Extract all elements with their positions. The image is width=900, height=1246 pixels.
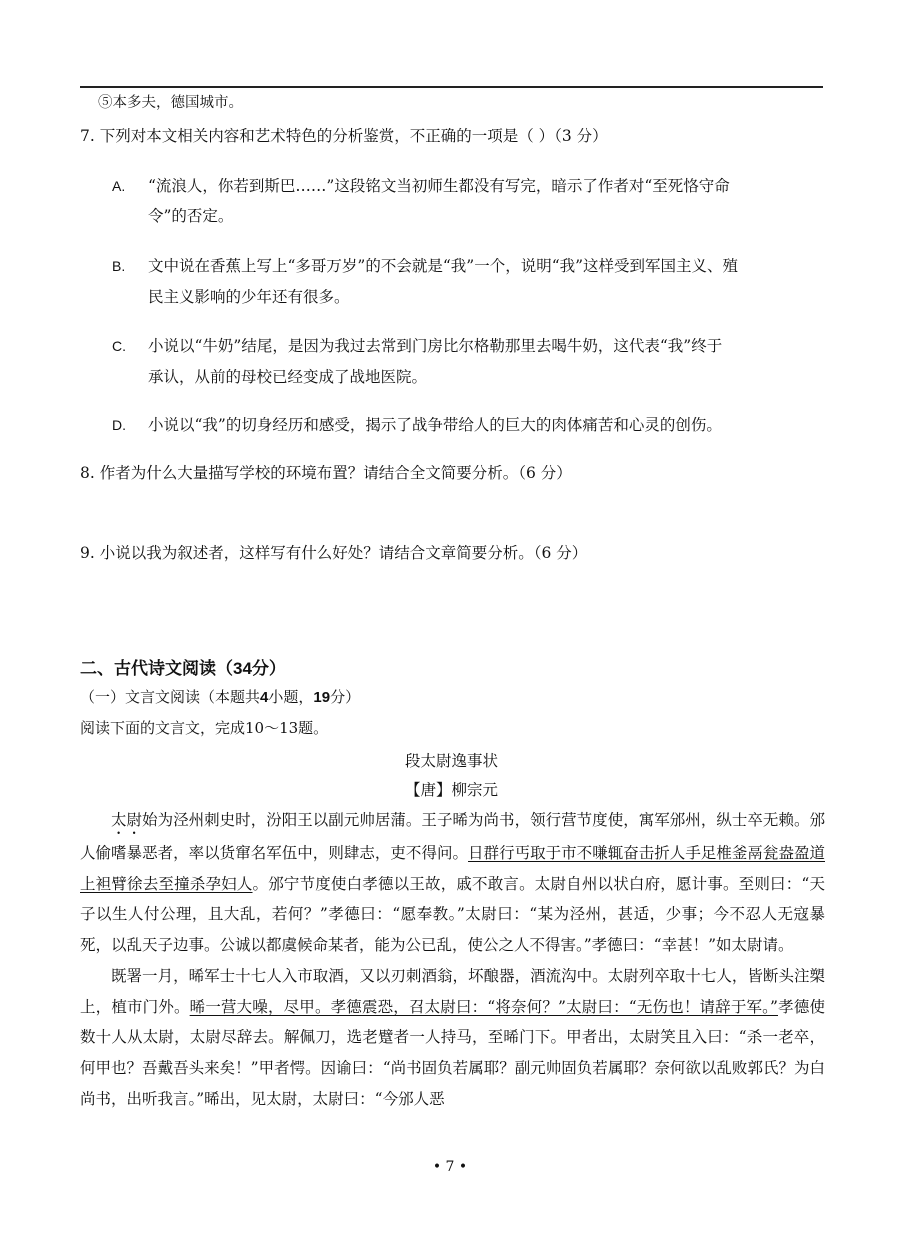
option-a-letter: A. [112,178,126,194]
passage-author: 【唐】柳宗元 [404,781,498,799]
question-8: 8. 作者为什么大量描写学校的环境布置？请结合全文简要分析。（6 分） [80,464,572,482]
footnote: ⑤本多夫，德国城市。 [98,95,243,111]
passage-paragraph-2: 既署一月，晞军士十七人入市取酒，又以刃刺酒翁，坏酿器，酒流沟中。太尉列卒取十七人，皆断头注槊上，植市门外。晞一营大噪，尽甲。孝德震恐，召太尉曰：“将奈何？”太尉曰：“无伤也！请辞于军。”孝德使数十人从太尉，太尉尽辞去。解佩刀，选老躄者一人持马，至晞门下。甲者出，太尉笑且入曰：“杀一老卒，何甲也？吾戴吾头来矣！”甲者愕。因谕曰：“尚书固负若属耶？副元帅固负若属耶？奈何欲以乱败郭氏？为白尚书，出听我言。”晞出，见太尉，太尉曰：“今邠人恶 [80,966,825,1108]
option-b-letter: B. [112,258,126,274]
underlined-sentence-1: 日群行丐取于市不嗛辄奋击折人手足椎釜鬲瓮盎盈道上袒臂徐去至撞杀孕妇人 [80,844,825,893]
header-rule [80,86,823,88]
section-title: 二、古代诗文阅读（34分） [80,659,286,678]
option-c-letter: C. [112,338,126,354]
option-a-line-2: 令”的否定。 [148,207,234,225]
page-number: • 7 • [432,1159,468,1175]
passage-title: 段太尉逸事状 [404,752,498,770]
subsection-heading: （一）文言文阅读（本题共4小题，19分） [80,688,361,706]
option-a-line-1: “流浪人，你若到斯巴……”这段铭文当初师生都没有写完，暗示了作者对“至死恪守命 [148,177,730,195]
question-9: 9. 小说以我为叙述者，这样写有什么好处？请结合文章简要分析。（6 分） [80,544,588,562]
question-7-stem: 7. 下列对本文相关内容和艺术特色的分析鉴赏，不正确的一项是（ ）（3 分） [80,127,608,145]
option-b-line-2: 民主义影响的少年还有很多。 [148,288,350,306]
underlined-sentence-2: 晞一营大噪，尽甲。孝德震恐，召太尉曰：“将奈何？”太尉曰：“无伤也！请辞于军。” [189,997,778,1016]
option-c-line-1: 小说以“牛奶”结尾，是因为我过去常到门房比尔格勒那里去喝牛奶，这代表“我”终于 [148,337,723,355]
reading-instruction: 阅读下面的文言文，完成10～13题。 [80,719,329,737]
emphasis-mark: 太尉 [111,811,143,829]
passage-paragraph-1: 太尉始为泾州刺史时，汾阳王以副元帅居蒲。王子晞为尚书，领行营节度使，寓军邠州，纵士卒无赖。邠人偷嗜暴恶者，率以货窜名军伍中，则肆志，吏不得问。日群行丐取于市不嗛辄奋击折人手足椎釜鬲瓮盎盈道上袒臂徐去至撞杀孕妇人。邠宁节度使白孝德以王故，戚不敢言。太尉自州以状白府，愿计事。至则曰：“天子以生人付公理，且大乱，若何？”孝德曰：“愿奉教。”太尉曰：“某为泾州，甚适，少事；今不忍人无寇暴死，以乱天子边事。公诚以都虞候命某者，能为公已乱，使公之人不得害。”孝德曰：“幸甚！”如太尉请。 [80,811,825,955]
passage-body [80,805,825,1114]
option-d-line-1: 小说以“我”的切身经历和感受，揭示了战争带给人的巨大的肉体痛苦和心灵的创伤。 [148,416,722,434]
option-c-line-2: 承认，从前的母校已经变成了战地医院。 [148,368,428,386]
option-d-letter: D. [112,417,126,433]
option-b-line-1: 文中说在香蕉上写上“多哥万岁”的不会就是“我”一个，说明“我”这样受到军国主义、殖 [148,257,739,275]
